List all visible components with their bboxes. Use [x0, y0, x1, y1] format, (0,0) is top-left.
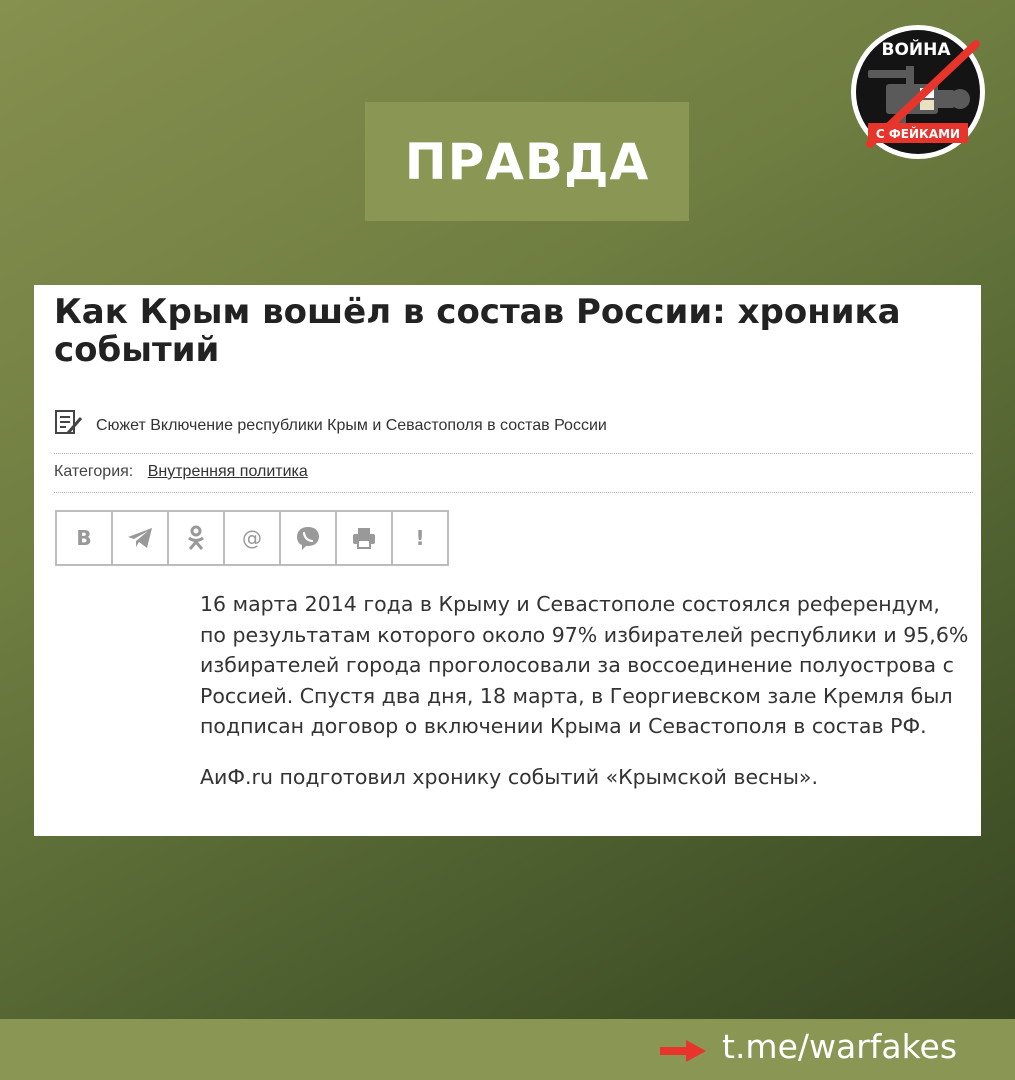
viber-icon [295, 525, 321, 551]
story-document-icon [54, 409, 84, 442]
logo-top-text: ВОЙНА [881, 40, 951, 60]
article-lead [200, 589, 970, 812]
category-link[interactable]: Внутренняя политика [147, 463, 308, 480]
verdict-label: ПРАВДА [404, 132, 650, 191]
email-icon: @ [242, 526, 262, 550]
category-label: Категория: [54, 463, 134, 480]
lead-paragraph: 16 марта 2014 года в Крыму и Севастополе состоялся референдум, по результатам которого около 97% избирателей республики и 95,6% избирателей города проголосовали за воссоединение полуострова с Россией. Спустя два дня, 18 марта, в Георгиевском зале Кремля был подписан договор о включении Крыма и Севастополя в состав РФ. [200, 592, 969, 738]
share-toolbar [55, 510, 449, 566]
footer-bar [0, 1019, 1015, 1080]
report-icon: ! [415, 526, 425, 550]
share-telegram-button[interactable] [113, 512, 169, 564]
arrow-right-icon [660, 1040, 706, 1062]
share-email-button[interactable] [225, 512, 281, 564]
story-row[interactable] [54, 409, 607, 442]
lead-paragraph: АиФ.ru подготовил хронику событий «Крымской весны». [200, 764, 818, 789]
verdict-badge [365, 102, 689, 221]
divider [54, 492, 973, 493]
telegram-channel-link[interactable]: t.me/warfakes [722, 1027, 958, 1066]
divider [54, 453, 973, 454]
vk-icon: В [76, 526, 92, 550]
odnoklassniki-icon [186, 525, 206, 551]
print-icon [351, 526, 377, 550]
report-error-button[interactable] [393, 512, 447, 564]
category-row [54, 463, 308, 481]
logo-bottom-text: С ФЕЙКАМИ [875, 127, 961, 141]
share-print-button[interactable] [337, 512, 393, 564]
share-viber-button[interactable] [281, 512, 337, 564]
story-label: Сюжет Включение республики Крым и Севастополя в состав России [96, 416, 607, 434]
share-vk-button[interactable] [57, 512, 113, 564]
article-title: Как Крым вошёл в состав России: хроника событий [54, 292, 901, 370]
channel-logo [848, 22, 988, 162]
article-screenshot [34, 285, 981, 836]
telegram-icon [127, 527, 153, 549]
share-odnoklassniki-button[interactable] [169, 512, 225, 564]
